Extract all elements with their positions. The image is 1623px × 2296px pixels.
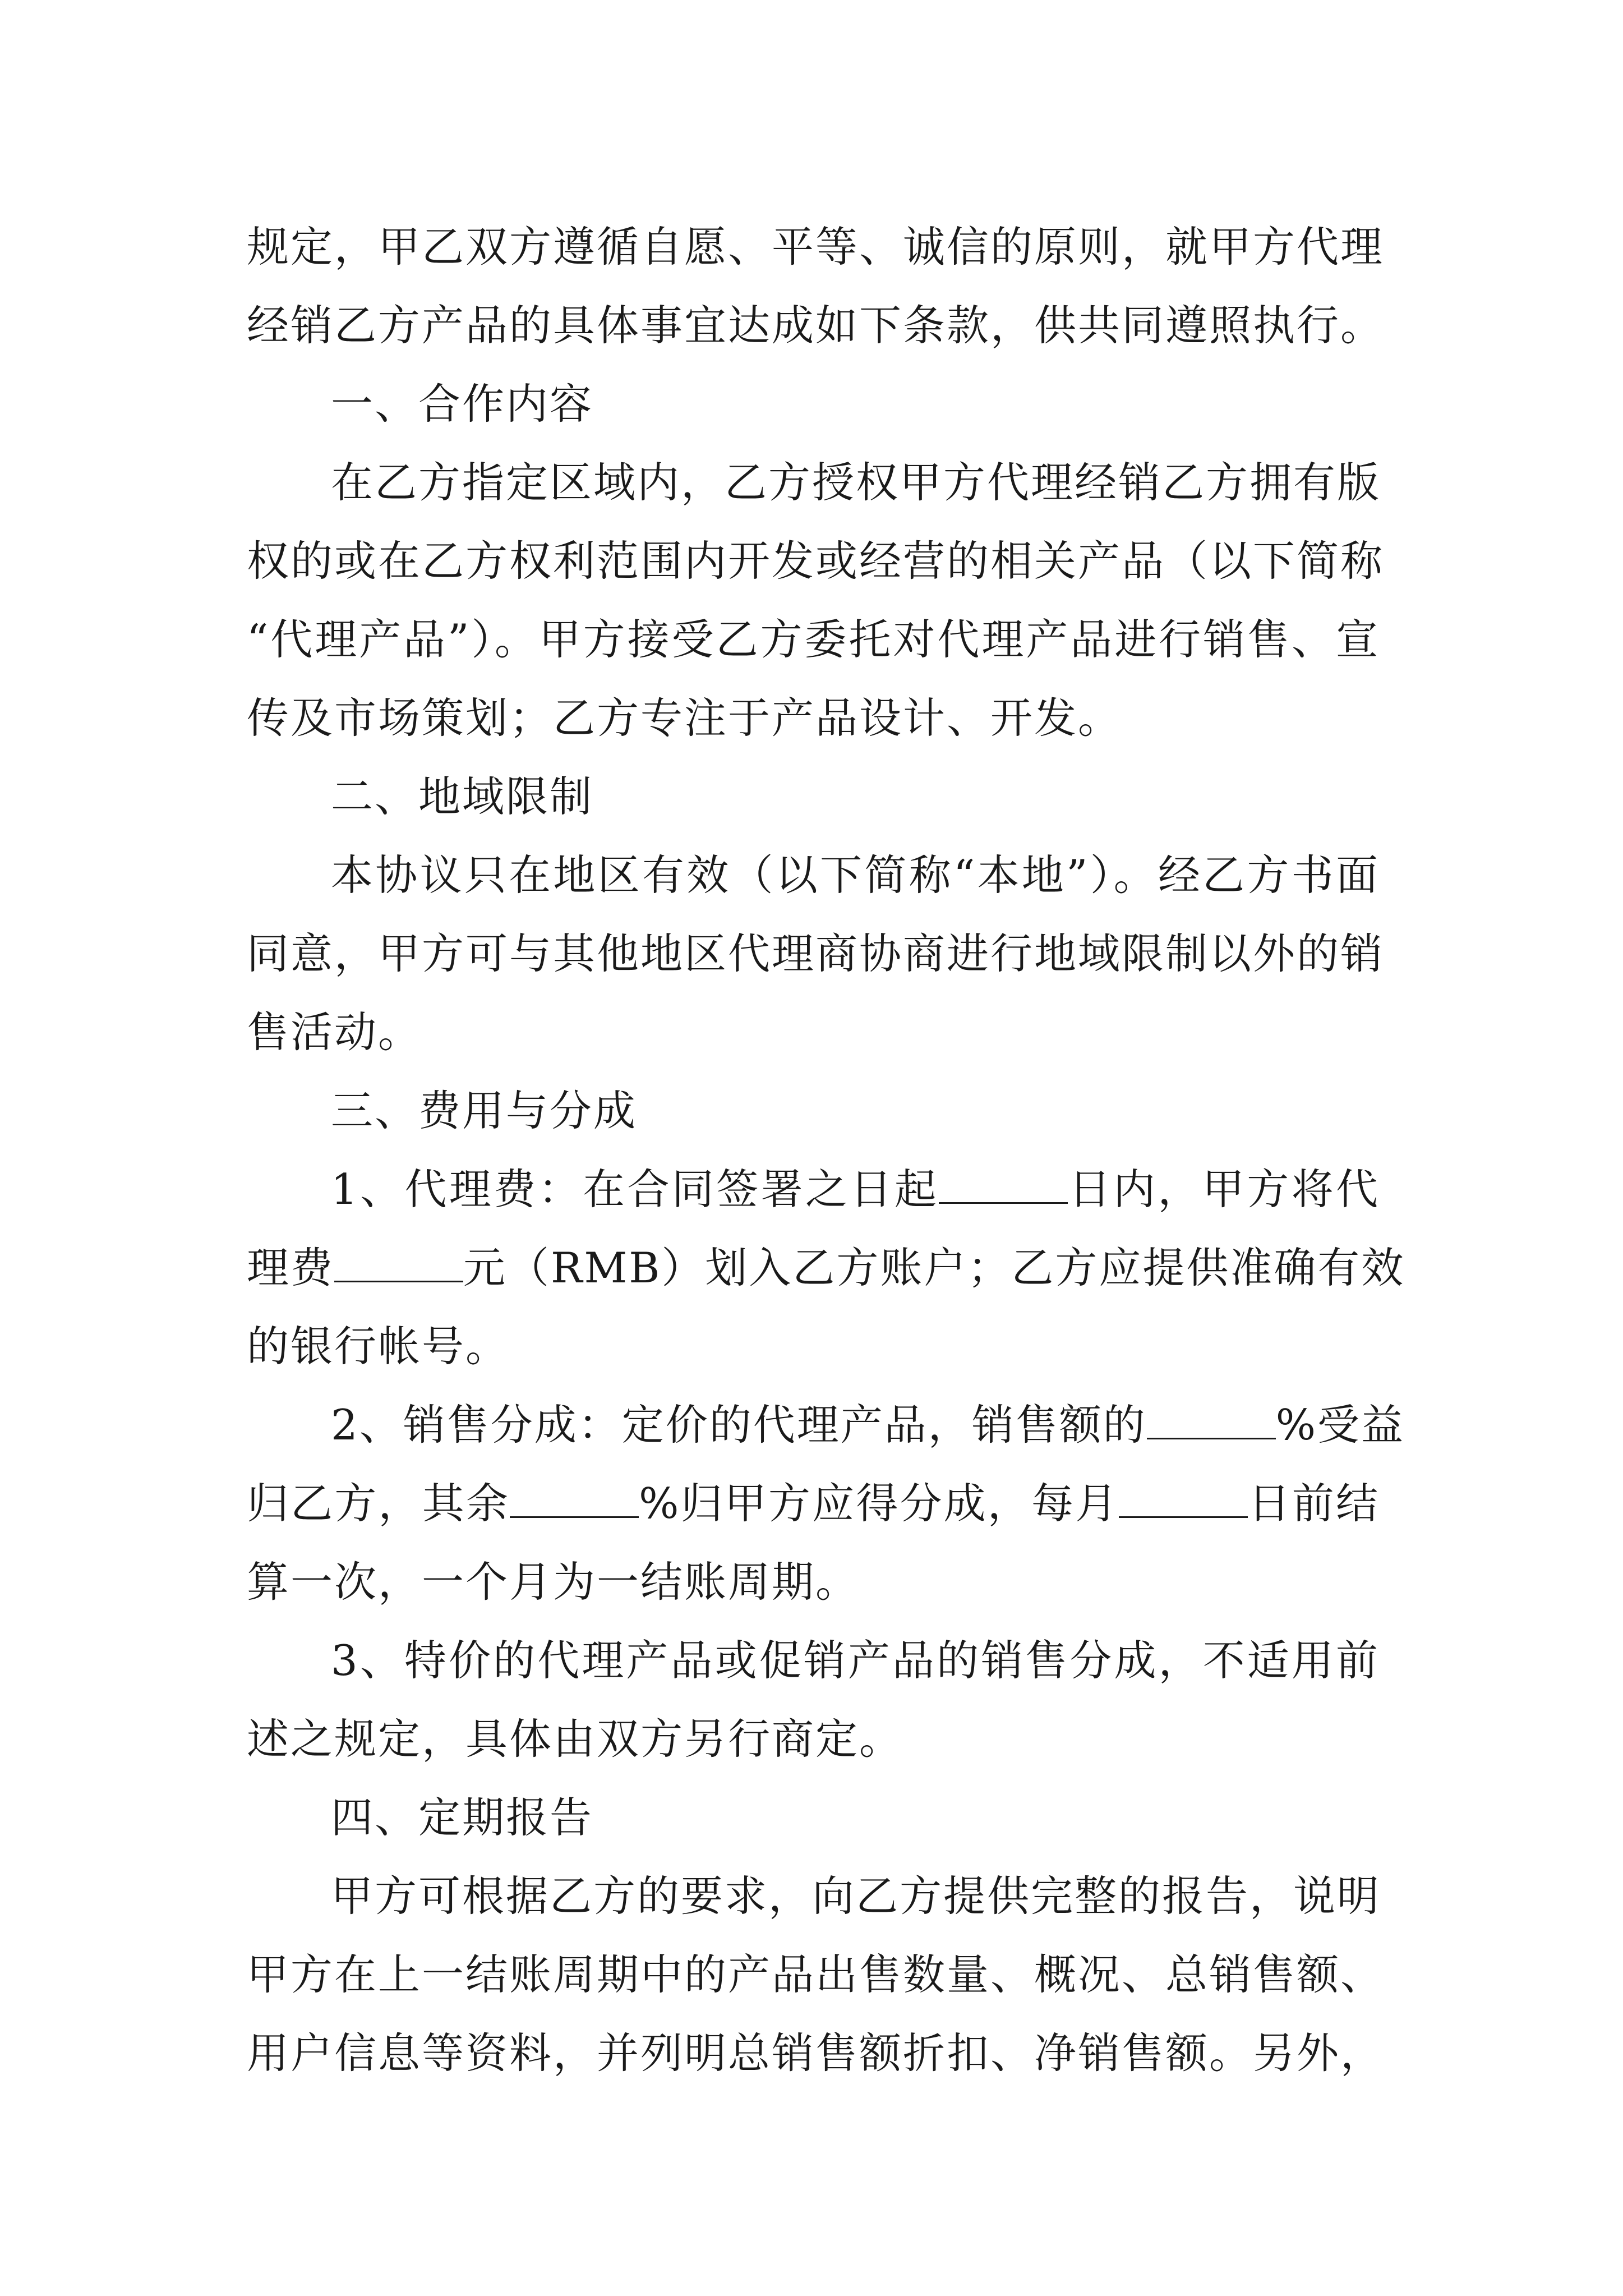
text-segment: %受益 bbox=[1275, 1400, 1405, 1450]
text-segment: 2、销售分成：定价的代理产品，销售额的 bbox=[331, 1400, 1147, 1450]
paragraph-line: “代理产品”）。甲方接受乙方委托对代理产品进行销售、宣 bbox=[247, 615, 1380, 664]
paragraph-line: 的银行帐号。 bbox=[247, 1322, 510, 1371]
paragraph-line: 算一次，一个月为一结账周期。 bbox=[247, 1557, 860, 1607]
paragraph-line: 同意，甲方可与其他地区代理商协商进行地域限制以外的销 bbox=[247, 929, 1385, 978]
paragraph-line: 甲方在上一结账周期中的产品出售数量、概况、总销售额、 bbox=[247, 1950, 1385, 1999]
paragraph-line: 规定，甲乙双方遵循自愿、平等、诚信的原则，就甲方代理 bbox=[247, 222, 1385, 272]
paragraph-line bbox=[247, 1150, 1380, 1228]
paragraph-line bbox=[247, 1228, 1405, 1307]
paragraph-line: 在乙方指定区域内，乙方授权甲方代理经销乙方拥有版 bbox=[331, 458, 1381, 507]
fill-in-blank bbox=[334, 1241, 463, 1282]
paragraph-line: 述之规定，具体由双方另行商定。 bbox=[247, 1714, 903, 1764]
fill-in-blank bbox=[1147, 1398, 1276, 1439]
section-heading: 三、费用与分成 bbox=[331, 1086, 638, 1135]
paragraph-line: 3、特价的代理产品或促销产品的销售分成，不适用前 bbox=[331, 1636, 1380, 1685]
text-segment: %归甲方应得分成，每月 bbox=[639, 1479, 1119, 1528]
paragraph-line: 售活动。 bbox=[247, 1007, 422, 1057]
section-heading: 二、地域限制 bbox=[331, 772, 594, 821]
paragraph-line bbox=[247, 1386, 1405, 1464]
paragraph-line: 经销乙方产品的具体事宜达成如下条款，供共同遵照执行。 bbox=[247, 301, 1385, 350]
fill-in-blank bbox=[510, 1477, 639, 1518]
text-segment: 理费 bbox=[247, 1243, 335, 1292]
paragraph-line: 甲方可根据乙方的要求，向乙方提供完整的报告，说明 bbox=[331, 1871, 1381, 1921]
section-heading: 一、合作内容 bbox=[331, 379, 594, 429]
fill-in-blank bbox=[1119, 1477, 1248, 1518]
paragraph-line: 传及市场策划；乙方专注于产品设计、开发。 bbox=[247, 693, 1122, 743]
text-segment: 归乙方，其余 bbox=[247, 1479, 510, 1528]
paragraph-line bbox=[247, 1464, 1380, 1543]
section-heading: 四、定期报告 bbox=[331, 1793, 594, 1842]
fill-in-blank bbox=[939, 1163, 1068, 1204]
text-segment: 日内，甲方将代 bbox=[1068, 1165, 1380, 1214]
text-segment: 日前结 bbox=[1248, 1479, 1380, 1528]
text-segment: 元（RMB）划入乙方账户；乙方应提供准确有效 bbox=[463, 1243, 1405, 1292]
paragraph-line: 本协议只在地区有效（以下简称“本地”）。经乙方书面 bbox=[331, 850, 1380, 900]
document-body bbox=[247, 208, 1405, 2092]
text-segment: 1、代理费：在合同签署之日起 bbox=[331, 1165, 939, 1214]
paragraph-line: 权的或在乙方权利范围内开发或经营的相关产品（以下简称 bbox=[247, 536, 1385, 586]
paragraph-line: 用户信息等资料，并列明总销售额折扣、净销售额。另外， bbox=[247, 2028, 1385, 2078]
